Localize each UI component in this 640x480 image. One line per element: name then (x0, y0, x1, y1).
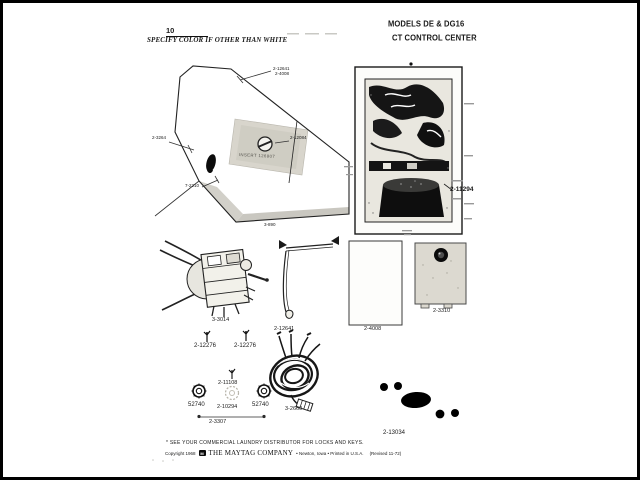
mounting-bracket-drawing (279, 236, 339, 318)
fastener-group-bracket (197, 415, 265, 418)
part-label-harness: 3-2660 (285, 406, 303, 412)
copyright-line (165, 449, 401, 457)
section-heading: CT CONTROL CENTER (392, 33, 477, 43)
part-label-bracket: 2-12641 (274, 326, 295, 332)
distributor-note: * SEE YOUR COMMERCIAL LAUNDRY DISTRIBUTOR FOR LOCKS AND KEYS. (166, 440, 364, 446)
revision-text: (Revised 11-72) (369, 450, 402, 456)
insert-stamp-text: INSERT 126807 (238, 152, 276, 159)
part-label-nut-b: 52740 (252, 402, 269, 408)
part-label-screw-b: 2-12276 (234, 343, 257, 349)
part-label-button-kit: 2-13034 (383, 430, 406, 436)
scan-smudges (152, 33, 337, 462)
part-label-cabinet-bottom: 3-890 (264, 222, 276, 227)
page-number: 10 (166, 26, 208, 37)
washer-icon (226, 387, 239, 400)
cabinet-hole (204, 153, 217, 173)
part-label-control-panel: 2-11294 (450, 186, 474, 193)
wire-harness-drawing (265, 330, 323, 411)
part-label-screw-a: 2-12276 (194, 343, 217, 349)
models-heading: MODELS DE & DG16 (388, 19, 465, 29)
company-name: THE MAYTAG COMPANY (208, 449, 294, 457)
part-label-rear-panel: 2-4008 (364, 326, 382, 332)
screw-icon (243, 330, 249, 341)
nut-icon (192, 384, 207, 399)
part-label-screw-c: 2-11108 (218, 380, 238, 386)
part-label-cabinet-top-1: 2-12641 (273, 66, 290, 71)
diagram-artwork (3, 3, 640, 480)
cabinet-isometric-drawing (155, 66, 349, 222)
part-label-nut-a: 52740 (188, 402, 205, 408)
maytag-logo-icon: M (200, 450, 204, 456)
nut-icon (257, 384, 272, 399)
lock-cylinder-icon (258, 137, 272, 151)
rear-panel-drawing (349, 241, 402, 325)
part-label-timer: 3-3014 (212, 317, 230, 323)
part-label-cabinet-left: 2-3264 (152, 135, 167, 140)
meter-case-drawing (415, 243, 466, 308)
part-label-cabinet-lower-left: 7-2210 (185, 183, 200, 188)
part-label-meter-case: 2-3310 (433, 308, 451, 314)
control-panel-drawing (344, 62, 474, 235)
screw-icon (204, 331, 210, 342)
timer-assembly-drawing (160, 241, 269, 317)
part-label-insert-panel: 2-12084 (290, 135, 307, 140)
button-kit-drawing (380, 382, 459, 418)
part-label-fastener-group: 2-3307 (209, 419, 227, 425)
location-text: • Newton, Iowa • Printed in U.S.A. (296, 450, 364, 456)
part-label-cabinet-top-2: 2-4008 (275, 71, 290, 76)
screw-icon (229, 369, 235, 379)
color-note: SPECIFY COLOR IF OTHER THAN WHITE (147, 36, 288, 44)
part-label-washer: 2-10294 (217, 404, 238, 410)
copyright-text: Copyright 1968 (165, 450, 196, 456)
